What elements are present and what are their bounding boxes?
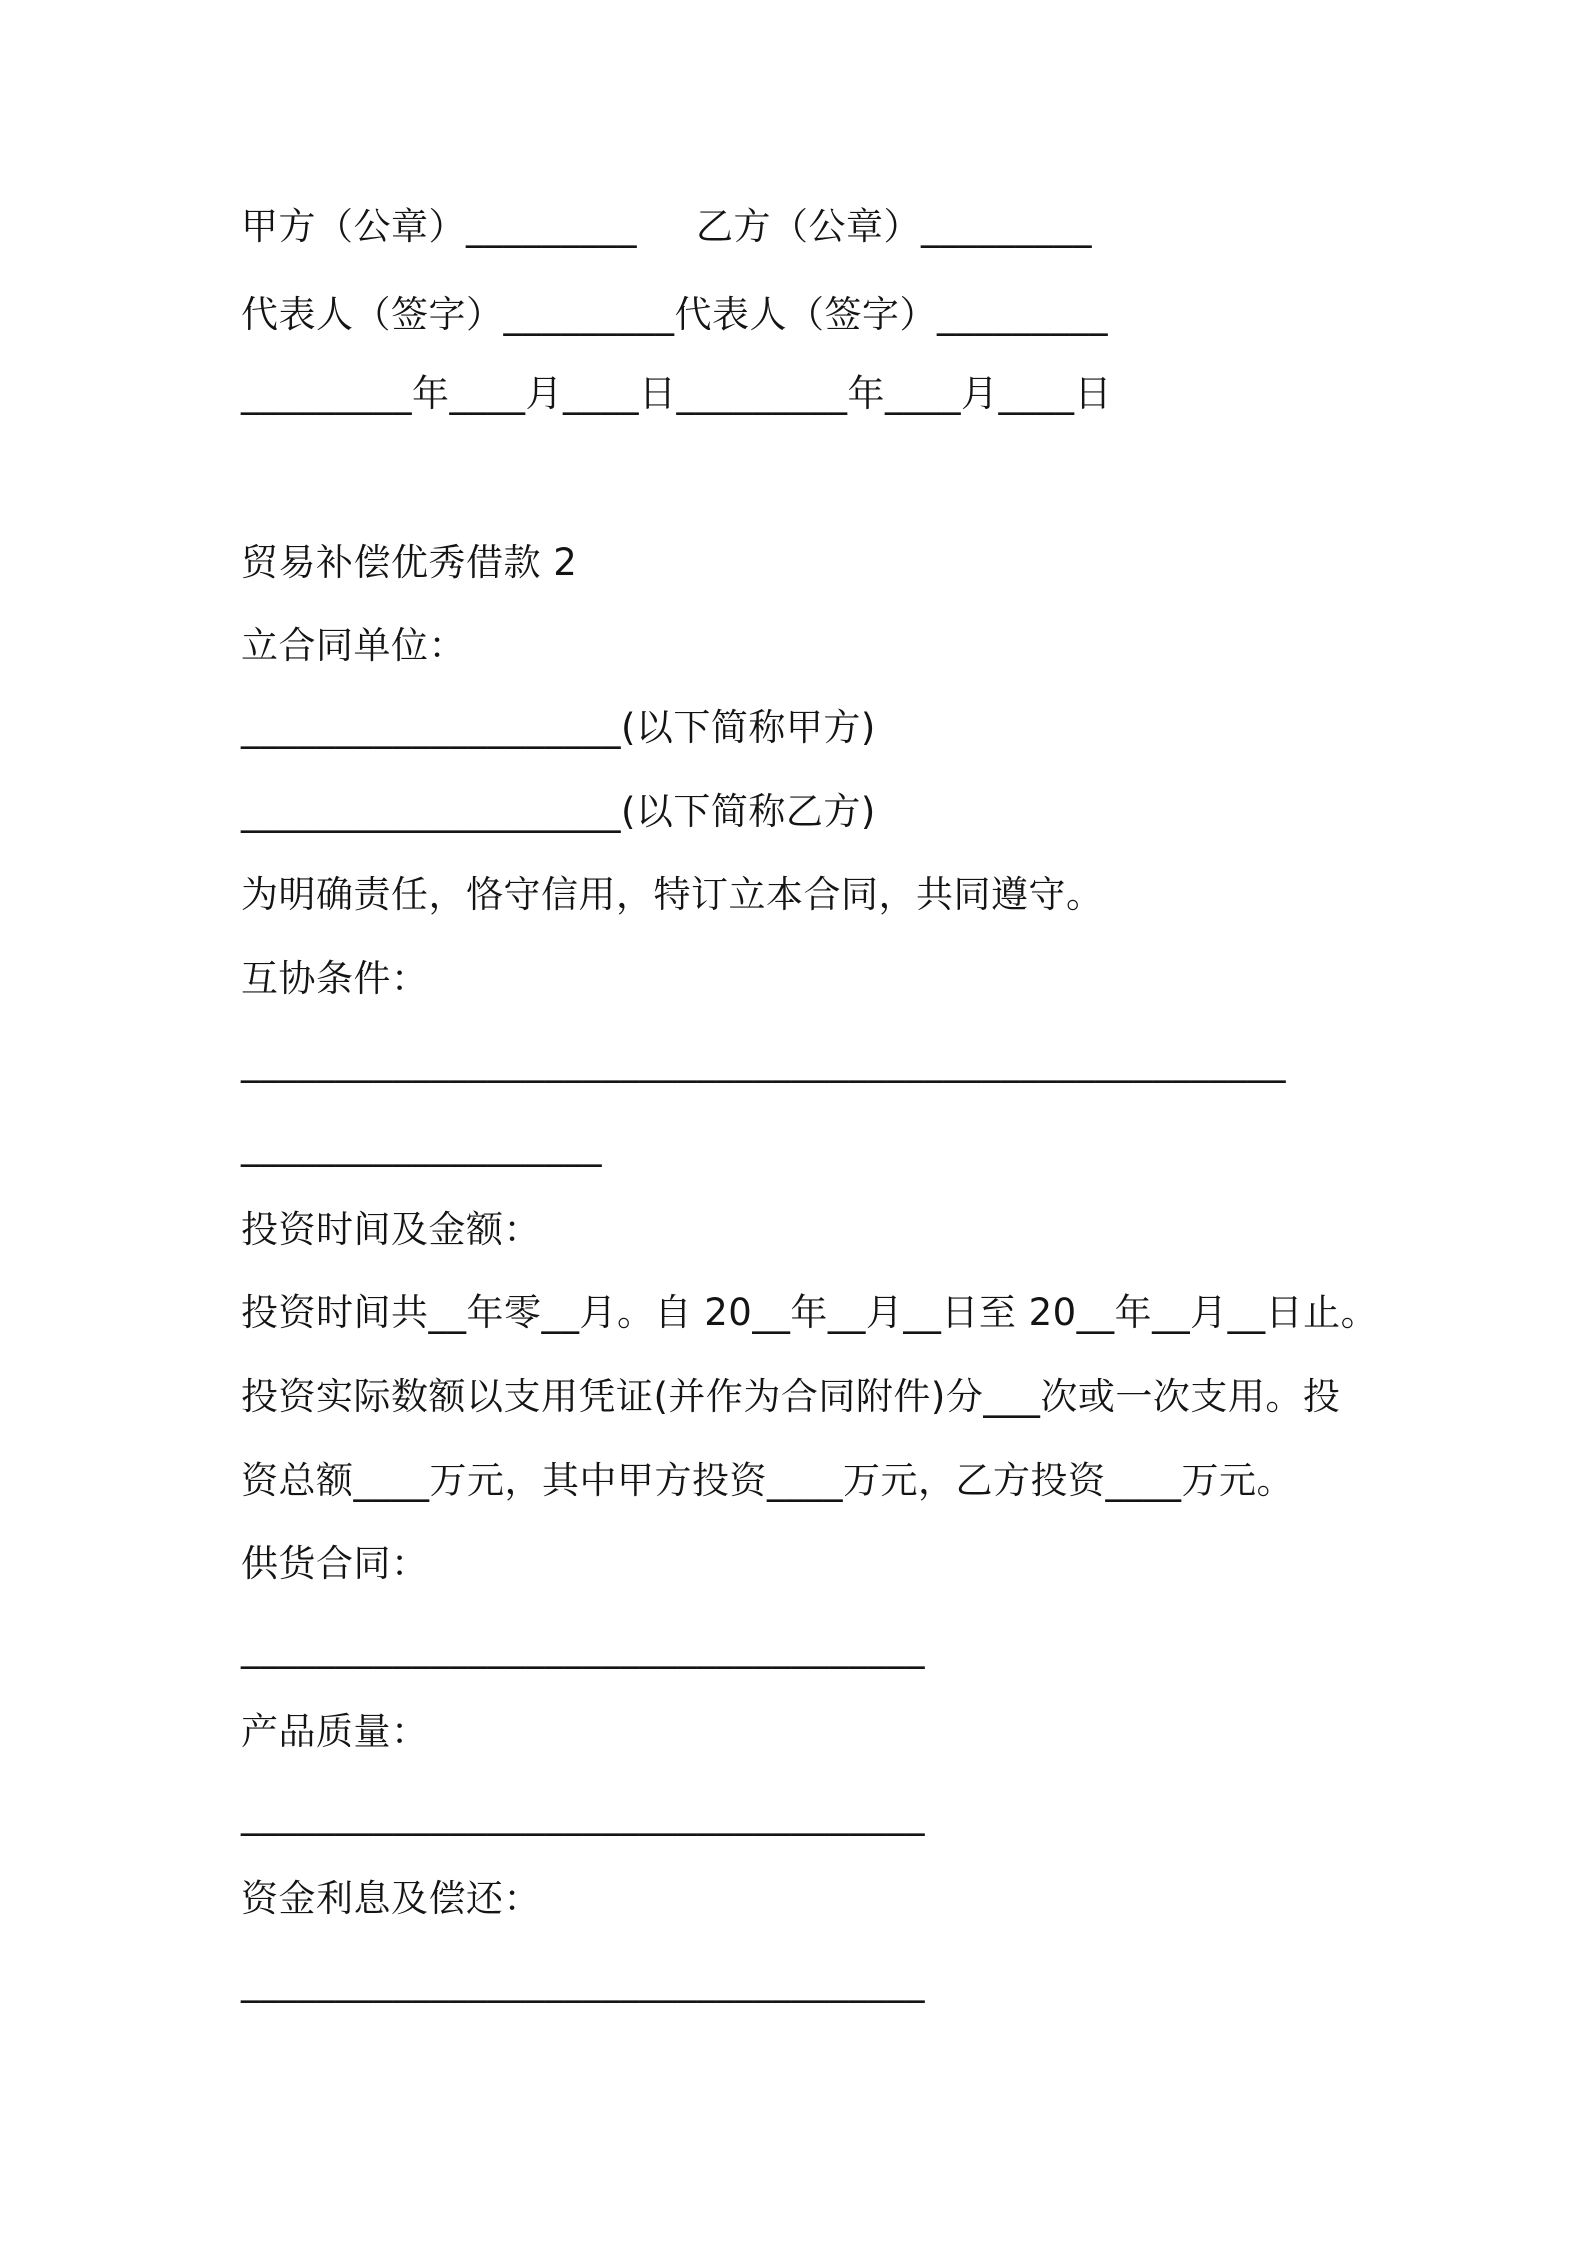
quality-blank: ____________________________________ <box>241 1793 925 1836</box>
investment-text-3: 资总额____万元，其中甲方投资____万元，乙方投资____万元。 <box>241 1459 1294 1502</box>
party-b-line: ____________________(以下简称乙方) <box>241 790 876 833</box>
cooperation-label: 互协条件： <box>241 957 429 1000</box>
investment-text-2: 投资实际数额以支用凭证(并作为合同附件)分___次或一次支用。投 <box>241 1375 1341 1418</box>
date-line: _________年____月____日_________年____月____日 <box>241 372 1112 415</box>
interest-blank: ____________________________________ <box>241 1960 925 2003</box>
parties-label: 立合同单位： <box>241 624 466 667</box>
investment-label: 投资时间及金额： <box>241 1208 541 1251</box>
party-b-seal: 乙方（公章）_________ <box>696 205 1092 248</box>
interest-label: 资金利息及偿还： <box>241 1877 541 1920</box>
party-a-line: ____________________(以下简称甲方) <box>241 706 876 749</box>
intro-text: 为明确责任，恪守信用，特订立本合同，共同遵守。 <box>241 873 1104 916</box>
cooperation-blank-1: _______________________________________________________ <box>241 1040 1286 1083</box>
investment-text-1: 投资时间共__年零__月。自 20__年__月__日至 20__年__月__日止。 <box>241 1291 1379 1334</box>
cooperation-blank-2: ___________________ <box>241 1124 602 1167</box>
representative-line: 代表人（签字）_________代表人（签字）_________ <box>241 293 1108 336</box>
supply-blank: ____________________________________ <box>241 1626 925 1669</box>
party-a-seal: 甲方（公章）_________ <box>241 205 637 248</box>
quality-label: 产品质量： <box>241 1710 429 1753</box>
supply-label: 供货合同： <box>241 1542 429 1585</box>
section-title: 贸易补偿优秀借款 2 <box>241 541 578 584</box>
